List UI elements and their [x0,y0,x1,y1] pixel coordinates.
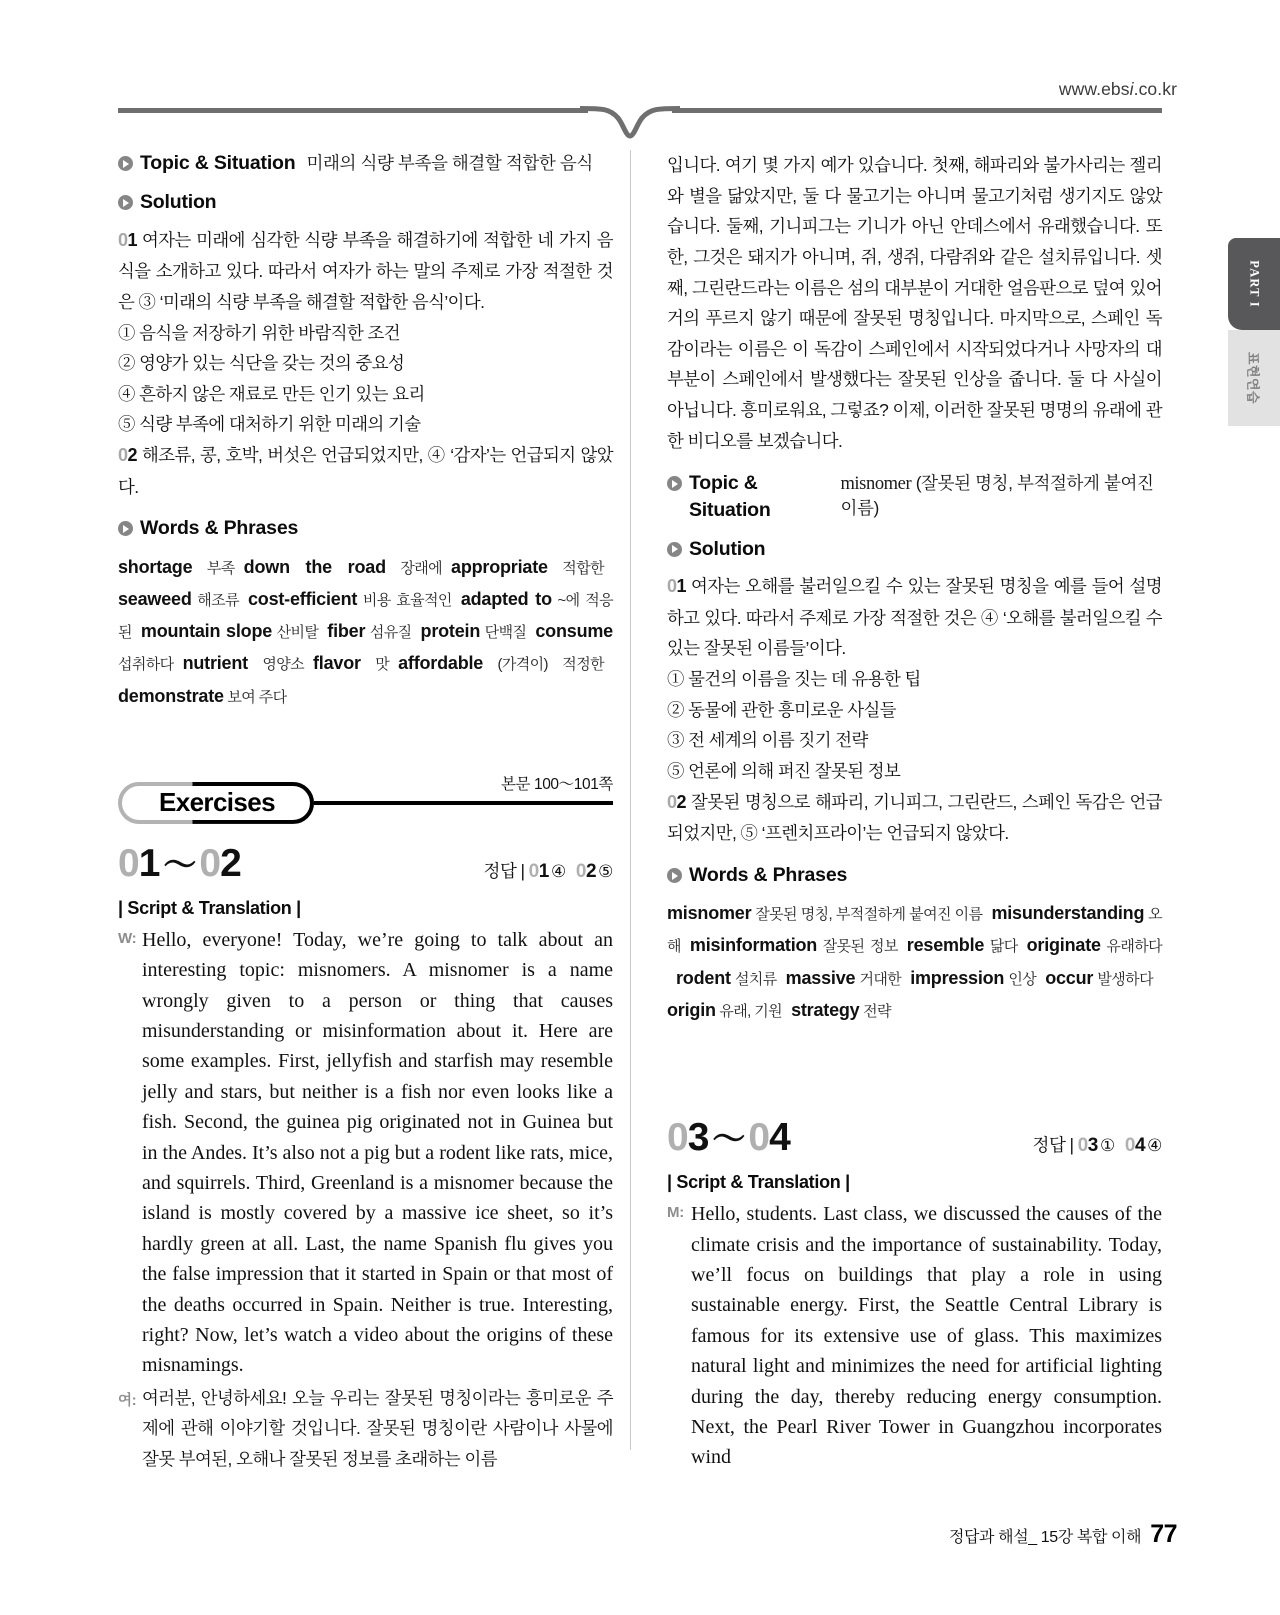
answer-q1-choice: ④ [550,861,566,881]
solution-choice: ① 음식을 저장하기 위한 바람직한 조건 [118,322,400,343]
site-url-italic: i [1129,79,1134,99]
topic-situation-value-en: misnomer [840,474,912,495]
words-phrases-body-right [667,897,1162,1026]
solution-item-1 [667,571,1162,664]
glossary-separator [901,964,910,994]
left-column [118,150,613,1477]
side-tab [1228,238,1280,426]
solution-label: Solution [140,191,217,214]
glossary-word: protein [420,621,481,642]
page-number: 77 [1150,1520,1177,1548]
glossary-word: cost-efficient [247,588,358,609]
side-tab-section-label: 표현연습 [1245,351,1261,405]
glossary-word: misnomer [667,903,752,924]
group-heading-03-04 [667,1118,1162,1170]
group-heading-01-02 [118,841,613,896]
glossary-word: consume [535,621,613,642]
glossary-word: mountain slope [140,621,273,642]
site-url [1059,79,1177,100]
solution-heading-right [667,536,1162,562]
glossary-meaning: 닮다 [984,938,1018,956]
speaker-label-female-kr: 여: [118,1392,137,1409]
solution-choice: ② 동물에 관한 흥미로운 사실들 [667,699,896,720]
glossary-separator [239,585,248,615]
solution-choice: ① 물건의 이름을 짓는 데 유용한 팁 [667,669,921,690]
glossary-word: occur [1045,967,1094,988]
group-number-01-02: 01 ～ 02 [118,841,241,885]
topic-situation-heading-right [667,470,1162,523]
topic-situation-value-kr: (잘못된 명칭, 부적절하게 붙여진 이름) [840,473,1154,519]
glossary-separator [412,617,421,647]
script-line-english [118,925,613,1381]
page-footer [949,1520,1177,1549]
answer-separator: | [520,860,525,881]
glossary-word: massive [785,967,856,988]
glossary-separator [526,617,535,647]
solution-label: Solution [689,537,766,560]
glossary-separator [452,585,461,615]
play-bullet-icon [118,156,133,171]
glossary-word: misinformation [689,935,818,956]
side-tab-part [1228,238,1280,330]
solution-item-1-text: 여자는 미래에 심각한 식량 부족을 해결하기에 적합한 네 가지 음식을 소개하고 있다. 따라서 여자가 하는 말의 주제로 가장 적절한 것은 ③ ‘미래의 식량 부족을 해결할 적합한 음식’이다. [118,229,613,312]
site-url-pre: www.ebs [1058,79,1130,99]
answer-label: 정답 [483,860,517,881]
answer-q1-number: 01 [528,860,549,882]
solution-choice: ④ 흔하지 않은 재료로 만든 인기 있는 요리 [118,383,425,404]
solution-item-1 [118,225,613,318]
glossary-word: fiber [327,621,366,642]
topic-situation-label: Topic & Situation [689,472,771,521]
glossary-meaning: 유래, 기원 [715,1002,783,1020]
answer-q2-number: 02 [575,860,597,882]
play-bullet-icon [667,542,682,557]
speaker-label-w: W: [118,929,137,947]
glossary-word: originate [1026,935,1101,956]
glossary-word: origin [667,999,716,1020]
words-phrases-heading-left [118,515,613,541]
glossary-word: adapted to [460,588,552,609]
solution-item-2 [118,440,613,502]
glossary-word: rodent [676,967,731,988]
topic-situation-section-right [667,470,1162,523]
words-phrases-section-right [667,862,1162,1026]
words-phrases-label: Words & Phrases [689,863,848,886]
glossary-meaning: 맛 [360,656,390,674]
play-bullet-icon [667,476,682,491]
glossary-meaning: 설치류 [730,970,777,988]
glossary-meaning: 장래에 [385,559,443,577]
answer-separator: | [1069,1135,1074,1156]
glossary-meaning: 적합한 [547,559,604,577]
play-bullet-icon [118,521,133,536]
glossary-separator [318,617,327,647]
exercises-rule [314,801,613,805]
glossary-word: affordable [398,653,484,674]
answer-key-03-04 [1032,1132,1162,1157]
glossary-separator [235,553,244,583]
script-korean-continuation: 입니다. 여기 몇 가지 예가 있습니다. 첫째, 해파리와 불가사리는 젤리와 별을 닮았지만, 둘 다 물고기는 아니며 물고기처럼 생기지도 않았습니다. 둘째, 기니피그는 기니가 아닌 안데스에서 유래했습니다. 또한, 그것은 돼지가 아니며, 쥐, 생쥐, 다람쥐와 같은 설치류입니다. 셋째, 그린란드라는 이름은 섬의 대부분이 거대한 얼음판으로 덮여 있어 거의 푸르지 않기 때문에 잘못된 명칭입니다. 마지막으로, 스페인 독감이라는 이름은 이 독감이 스페인에서 시작되었다거나 사망자의 대부분이 스페인에서 발생했다는 잘못된 인상을 줍니다. 둘 다 사실이 아닙니다. 흥미로워요, 그렇죠? 이제, 이러한 잘못된 명명의 유래에 관한 비디오를 보겠습니다. [667,155,1162,451]
solution-choice: ② 영양가 있는 식단을 갖는 것의 중요성 [118,353,405,374]
speaker-label-m: M: [667,1204,684,1222]
glossary-word: nutrient [182,653,248,674]
header-rule-left [118,108,588,113]
right-column [667,150,1162,1475]
answer-q3-choice: ① [1099,1136,1115,1156]
glossary-meaning: 인상 [1004,970,1037,988]
glossary-meaning: 해조류 [191,591,239,609]
solution-item-number: 01 [667,576,687,597]
glossary-word: shortage [118,556,193,577]
glossary-meaning: 거대한 [855,970,902,988]
page-header [0,0,1280,120]
glossary-separator [1018,931,1027,961]
glossary-meaning: 섬유질 [365,624,412,642]
glossary-separator [604,553,613,583]
glossary-separator [777,964,786,994]
glossary-separator [442,553,451,583]
glossary-separator [389,649,398,679]
column-divider [630,150,631,1450]
glossary-meaning: 전략 [859,1002,891,1020]
glossary-separator [1036,964,1045,994]
words-phrases-section-left [118,515,613,712]
glossary-word: impression [910,967,1005,988]
glossary-separator [782,996,791,1026]
glossary-word: seaweed [118,588,192,609]
words-phrases-body-left [118,551,613,712]
glossary-separator [304,649,313,679]
solution-choice: ⑤ 식량 부족에 대처하기 위한 미래의 기술 [118,414,421,435]
header-notch-decoration [580,106,680,140]
glossary-word: demonstrate [118,685,224,706]
script-translation-heading-01-02: | Script & Translation | [118,897,301,918]
glossary-meaning: 산비탈 [272,624,319,642]
solution-item-number: 02 [118,445,138,466]
glossary-meaning: 부족 [192,559,235,577]
play-bullet-icon [667,868,682,883]
glossary-word: flavor [313,653,361,674]
side-tab-part-label: PART I [1247,260,1262,308]
exercises-badge [118,782,314,824]
solution-item-1-text: 여자는 오해를 불러일으킬 수 있는 잘못된 명칭을 예를 들어 설명하고 있다. 따라서 주제로 가장 적절한 것은 ④ ‘오해를 불러일으킬 수 있는 잘못된 이름들’이다. [667,576,1162,659]
glossary-meaning: (가격이) 적정한 [483,656,604,674]
glossary-word: down the road [243,556,386,577]
solution-item-2 [667,787,1162,849]
glossary-word: misunderstanding [991,903,1145,924]
script-text-english: Hello, everyone! Today, we’re going to talk about an interesting topic: misnomers. A misnomer is a name wrongly given to a person or thing that causes misunderstanding or misinformation about it. Here are some examples. First, jellyfish and starfish may resemble jelly and stars, but neither is a fish nor even looks like a fish. Second, the guinea pig originated not in Guinea but in the Andes. It’s also not a pig but a rodent like rats, mice, and squirrels. Third, Greenland is a misnomer because the island is mostly covered by a massive ice sheet, so it’s hardly green at all. Last, the name Spanish flu gives you the false impression that it started in Spain or that most of the deaths occurred in Spain. Neither is true. Interesting, right? Now, let’s watch a video about the origins of these misnamings. [142,928,614,1377]
words-phrases-heading-right [667,862,1162,888]
side-tab-section [1228,330,1280,426]
glossary-meaning: 영양소 [247,656,304,674]
topic-situation-value [836,472,1162,521]
glossary-meaning: 단백질 [480,624,527,642]
glossary-separator [681,931,690,961]
glossary-word: strategy [791,999,860,1020]
words-phrases-label: Words & Phrases [140,517,299,540]
solution-item-number: 01 [118,229,138,250]
solution-choice: ③ 전 세계의 이름 짓기 전략 [667,730,868,751]
glossary-meaning: 유래하다 [1100,938,1162,956]
header-rule-right [672,108,1162,113]
glossary-meaning: 발생하다 [1093,970,1153,988]
glossary-meaning: 잘못된 명칭, 부적절하게 붙여진 이름 [751,906,983,924]
glossary-separator [174,649,183,679]
footer-text: 정답과 해설_ 15강 복합 이해 [948,1529,1142,1546]
exercises-bar [118,776,613,832]
script-text-korean: 여러분, 안녕하세요! 오늘 우리는 잘못된 명칭이라는 흥미로운 주제에 관해 이야기할 것입니다. 잘못된 명칭이란 사람이나 사물에 잘못 부여된, 오해나 잘못된 정보를 초래하는 이름 [142,1387,613,1470]
topic-situation-section-left [118,150,613,176]
glossary-separator [604,649,613,679]
answer-q3-number: 03 [1077,1135,1098,1157]
solution-section-right [667,536,1162,849]
answer-key-01-02 [483,858,613,883]
glossary-separator [667,964,676,994]
glossary-meaning: 잘못된 정보 [817,938,898,956]
glossary-meaning: 보여 주다 [223,688,287,706]
answer-q4-number: 04 [1124,1135,1146,1157]
glossary-separator [132,617,141,647]
glossary-separator [1153,964,1162,994]
solution-choice: ⑤ 언론에 의해 퍼진 잘못된 정보 [667,760,901,781]
group-number-03-04: 03 ～ 04 [667,1116,790,1160]
solution-body-left [118,225,613,503]
solution-item-2-text: 잘못된 명칭으로 해파리, 기니피그, 그린란드, 스페인 독감은 언급되었지만, ⑤ ‘프렌치프라이’는 언급되지 않았다. [667,791,1162,844]
exercises-reference: 본문 100～101쪽 [500,775,613,793]
solution-item-2-text: 해조류, 콩, 호박, 버섯은 언급되었지만, ④ ‘감자’는 언급되지 않았다. [118,445,613,497]
solution-heading-left [118,189,613,215]
glossary-meaning: ~에 적응된 [118,591,613,642]
glossary-separator [898,931,907,961]
exercises-badge-label: Exercises [158,787,276,818]
script-line-english [667,1199,1162,1473]
glossary-word: appropriate [451,556,548,577]
glossary-meaning: 섭취하다 [118,656,174,674]
script-text-english: Hello, students. Last class, we discussed the causes of the climate crisis and the importance of sustainability. Today, we’ll focus on buildings that play a role in using sustainable energy. First, the Seattle Central Library is famous for its extensive use of glass. This maximizes natural light and minimizes the need for artificial lighting during the day, thereby reducing energy consumption. Next, the Pearl River Tower in Guangzhou incorporates wind [691,1203,1162,1469]
script-line-korean [118,1383,613,1475]
answer-q2-choice: ⑤ [598,861,613,881]
solution-body-right [667,571,1162,849]
glossary-meaning: 오해 [667,906,1162,956]
solution-section-left [118,189,613,502]
play-bullet-icon [118,195,133,210]
answer-label: 정답 [1032,1135,1066,1156]
topic-situation-heading-left [118,150,613,176]
script-translation-heading-03-04: | Script & Translation | [667,1172,850,1193]
topic-situation-value: 미래의 식량 부족을 해결할 적합한 음식 [306,153,593,173]
glossary-meaning: 비용 효율적인 [357,591,452,609]
site-url-post: .co.kr [1133,79,1177,99]
topic-situation-label: Topic & Situation [140,152,296,174]
solution-item-number: 02 [667,791,687,812]
answer-q4-choice: ④ [1147,1136,1162,1156]
glossary-word: resemble [906,935,985,956]
